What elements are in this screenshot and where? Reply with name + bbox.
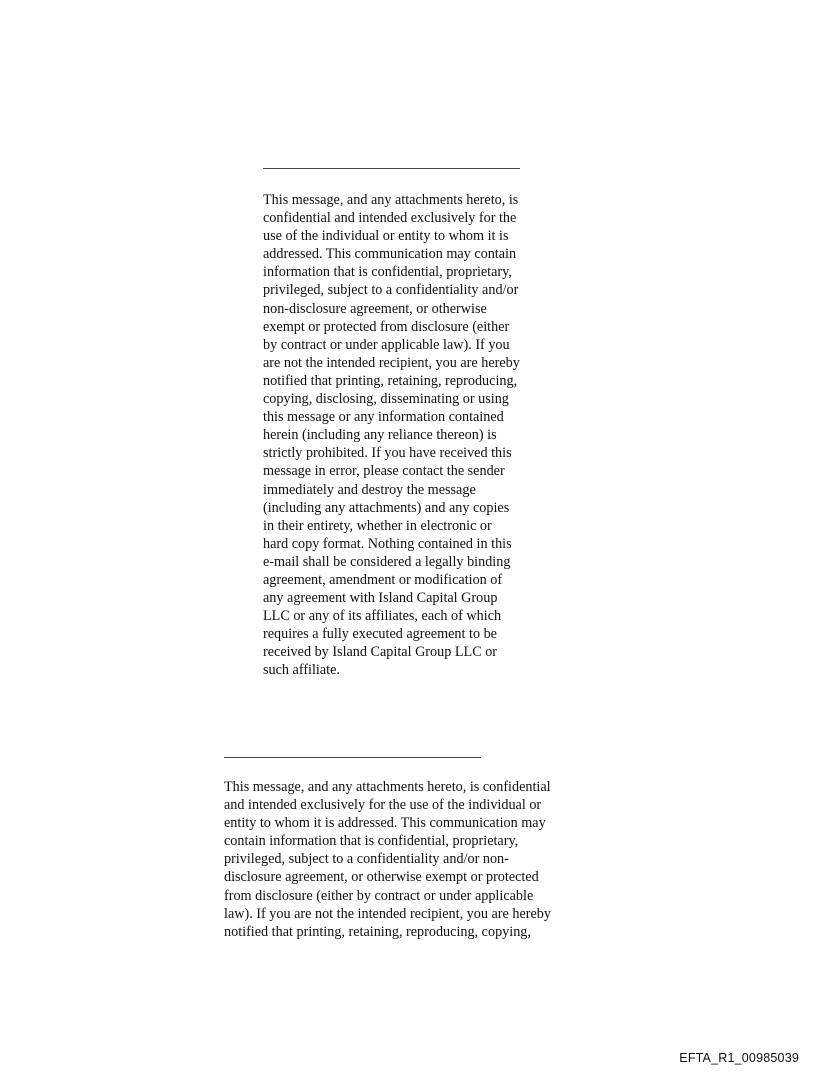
confidentiality-disclaimer — [263, 191, 563, 680]
confidentiality-disclaimer — [224, 778, 604, 941]
disclaimer-line: addressed. This communication may contain — [263, 246, 517, 263]
disclaimer-line: (including any attachments) and any copies — [263, 499, 510, 516]
disclaimer-line: received by Island Capital Group LLC or — [263, 644, 498, 661]
disclaimer-line: This message, and any attachments hereto, is confidential — [224, 779, 551, 795]
separator-line — [263, 168, 520, 169]
disclaimer-line: immediately and destroy the message — [263, 481, 476, 498]
disclaimer-line: law). If you are not the intended recipient, you are hereby — [224, 905, 551, 922]
disclaimer-line: from disclosure (either by contract or under applicable — [224, 887, 534, 904]
disclaimer-line: this message or any information contained — [263, 409, 504, 426]
separator-line — [224, 757, 481, 758]
disclaimer-line: entity to whom it is addressed. This communication may — [224, 815, 546, 832]
disclaimer-line: notified that printing, retaining, reproducing, copying, — [224, 923, 531, 940]
disclaimer-line: strictly prohibited. If you have received this — [263, 445, 512, 462]
disclaimer-line: e-mail shall be considered a legally binding — [263, 553, 511, 570]
disclaimer-line: in their entirety, whether in electronic or — [263, 517, 492, 534]
disclaimer-line: contain information that is confidential, proprietary, — [224, 833, 519, 850]
disclaimer-line: privileged, subject to a confidentiality and/or — [263, 282, 519, 299]
disclaimer-line: LLC or any of its affiliates, each of which — [263, 608, 502, 625]
disclaimer-line: privileged, subject to a confidentiality and/or non- — [224, 851, 509, 868]
disclaimer-line: exempt or protected from disclosure (either — [263, 318, 510, 335]
disclaimer-line: by contract or under applicable law). If you — [263, 336, 510, 353]
disclaimer-line: herein (including any reliance thereon) is — [263, 427, 497, 444]
disclaimer-line: such affiliate. — [263, 662, 340, 679]
disclaimer-line: This message, and any attachments hereto, is — [263, 192, 519, 208]
disclaimer-line: are not the intended recipient, you are hereby — [263, 354, 520, 371]
disclaimer-line: use of the individual or entity to whom it is — [263, 228, 509, 245]
disclaimer-line: information that is confidential, proprietary, — [263, 264, 512, 281]
disclaimer-line: message in error, please contact the sender — [263, 463, 505, 480]
disclaimer-line: confidential and intended exclusively for the — [263, 210, 517, 227]
disclaimer-line: requires a fully executed agreement to be — [263, 626, 497, 643]
disclaimer-line: disclosure agreement, or otherwise exempt or protected — [224, 869, 539, 886]
disclaimer-line: non-disclosure agreement, or otherwise — [263, 300, 487, 317]
document-id: EFTA_R1_00985039 — [679, 1051, 799, 1065]
disclaimer-line: any agreement with Island Capital Group — [263, 590, 498, 607]
disclaimer-line: hard copy format. Nothing contained in this — [263, 535, 512, 552]
disclaimer-line: agreement, amendment or modification of — [263, 571, 503, 588]
disclaimer-line: notified that printing, retaining, reproducing, — [263, 372, 518, 389]
disclaimer-line: copying, disclosing, disseminating or using — [263, 391, 509, 408]
disclaimer-line: and intended exclusively for the use of the individual or — [224, 797, 542, 814]
